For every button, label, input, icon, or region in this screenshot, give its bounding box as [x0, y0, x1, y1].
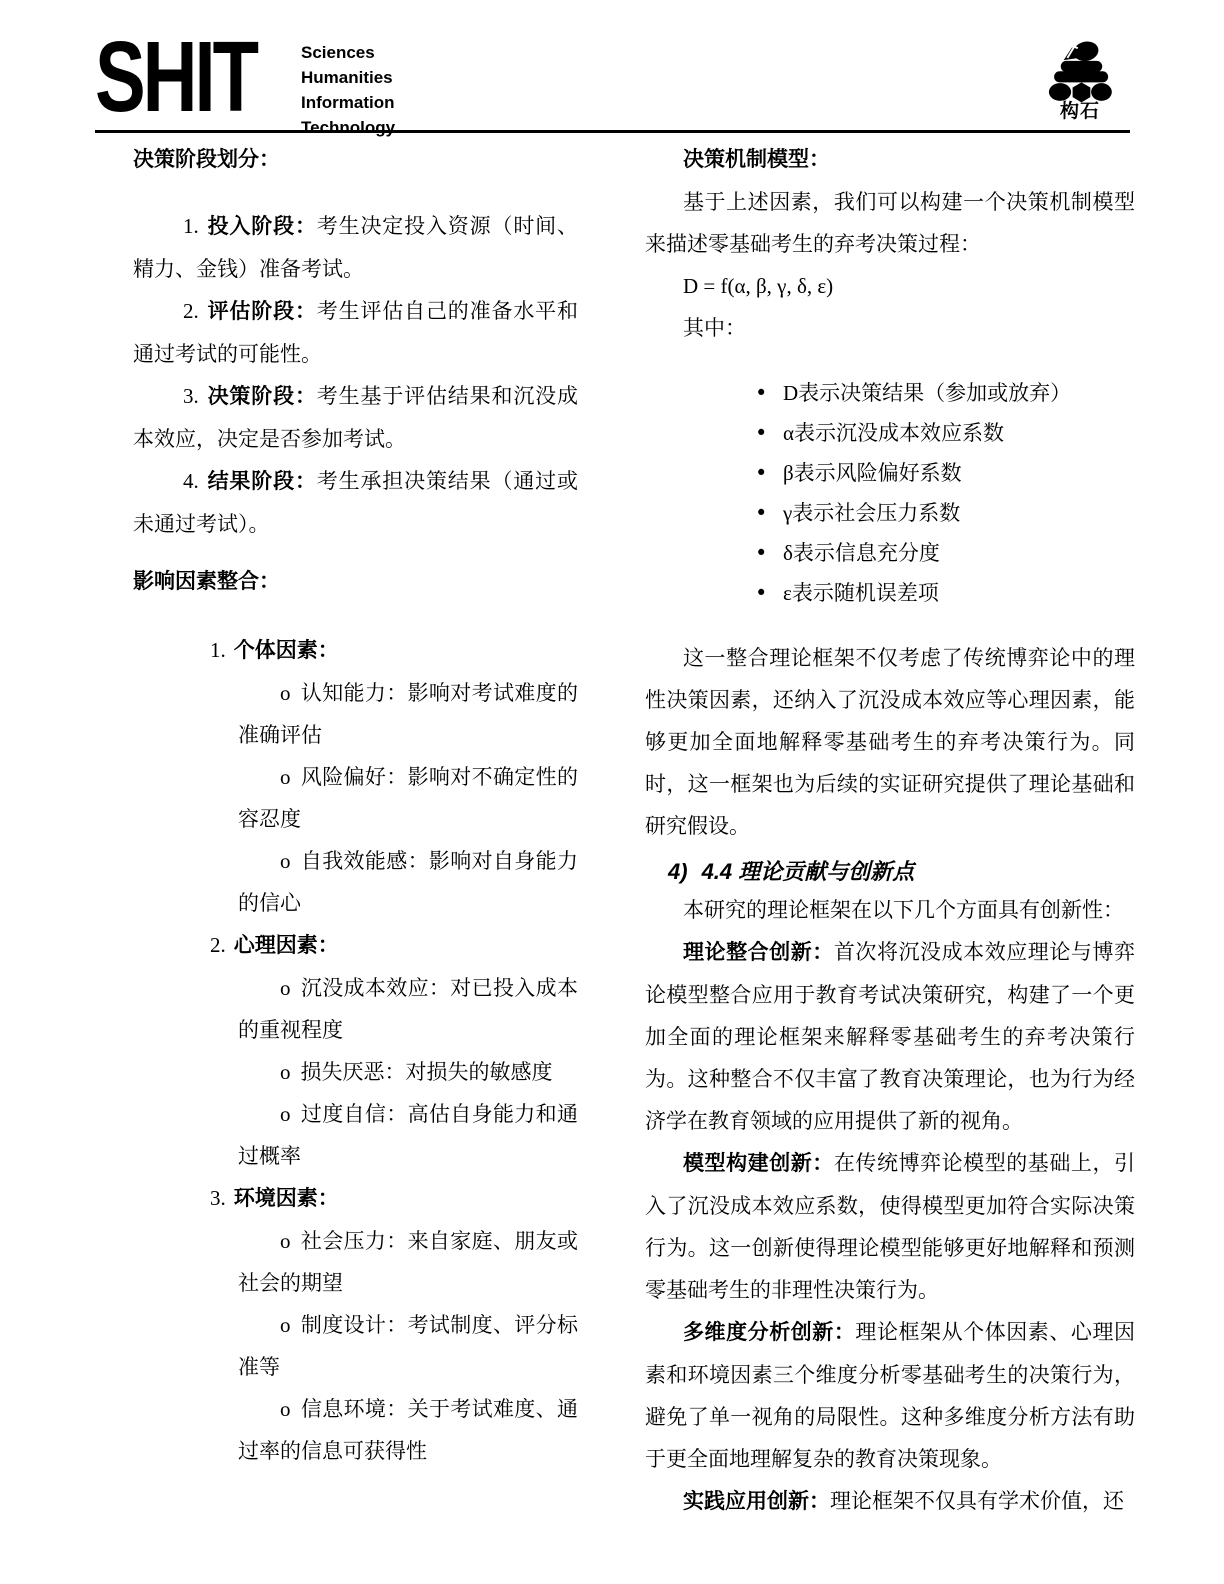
dot-bullet: •	[755, 501, 768, 525]
model-intro-paragraph: 基于上述因素，我们可以构建一个决策机制模型来描述零基础考生的弃考决策过程：	[645, 190, 1135, 256]
dot-bullet: •	[755, 461, 768, 485]
section-intro-paragraph: 本研究的理论框架在以下几个方面具有创新性：	[683, 898, 1124, 922]
factor-subitem-text: 沉没成本效应：对已投入成本的重视程度	[238, 976, 578, 1042]
factor-subitem-text: 社会压力：来自家庭、朋友或社会的期望	[238, 1229, 578, 1295]
circle-bullet: o	[280, 765, 291, 789]
dot-bullet: •	[755, 421, 768, 445]
factor-subitem	[238, 1093, 578, 1177]
stage-item-4	[133, 460, 578, 545]
stage-number: 4.	[183, 469, 199, 493]
bullet-text: β表示风险偏好系数	[783, 461, 962, 485]
circle-bullet: o	[280, 1397, 291, 1421]
logo-subline-sciences: Sciences	[301, 43, 375, 62]
stage-number: 3.	[183, 384, 199, 408]
factor-subitem-text: 风险偏好：影响对不确定性的容忍度	[238, 765, 578, 831]
stage-item-3	[133, 375, 578, 460]
factor-subitem	[238, 967, 578, 1051]
section-number: 4)	[668, 859, 688, 884]
section-title: 4.4 理论贡献与创新点	[701, 859, 915, 884]
rock-pile-icon	[1043, 40, 1117, 104]
factor-subitem	[238, 1220, 578, 1304]
innovation-text: 理论框架从个体因素、心理因素和环境因素三个维度分析零基础考生的决策行为，避免了单一视角的局限性。这种多维度分析方法有助于更全面地理解复杂的教育决策现象。	[645, 1320, 1136, 1471]
logo-subline-technology: Technology	[301, 118, 396, 137]
factor-subitem-text: 过度自信：高估自身能力和通过概率	[238, 1102, 578, 1168]
stage-label: 决策阶段：	[206, 385, 317, 408]
factor-label: 环境因素：	[233, 1187, 339, 1210]
bullet-text: D表示决策结果（参加或放弃）	[783, 381, 1072, 405]
section-heading-4-4	[668, 857, 1135, 887]
stage-label: 投入阶段：	[206, 215, 317, 238]
heading-decision-stages: 决策阶段划分：	[133, 148, 280, 171]
shit-logo-word-wrap	[95, 21, 301, 133]
stage-item-2	[133, 290, 578, 375]
circle-bullet: o	[280, 1229, 291, 1253]
circle-bullet: o	[280, 1102, 291, 1126]
factor-label: 个体因素：	[233, 639, 339, 662]
heading-influence-factors: 影响因素整合：	[133, 570, 280, 593]
bullet-item	[755, 413, 1135, 453]
innovation-paragraph-model	[645, 1142, 1135, 1311]
symbol-bullet-list	[755, 373, 1135, 613]
stage-number: 1.	[183, 214, 199, 238]
factor-group-3	[210, 1177, 578, 1220]
innovation-text: 首次将沉没成本效应理论与博弈论模型整合应用于教育考试决策研究，构建了一个更加全面的理论框架来解释零基础考生的弃考决策行为。这种整合不仅丰富了教育决策理论，也为行为经济学在教育领域的应用提供了新的视角。	[645, 940, 1136, 1133]
bullet-item	[755, 573, 1135, 613]
innovation-label: 理论整合创新：	[683, 941, 834, 964]
right-column	[645, 139, 1135, 1523]
factor-subitem-text: 信息环境：关于考试难度、通过率的信息可获得性	[238, 1397, 578, 1463]
bullet-text: δ表示信息充分度	[783, 541, 940, 565]
factor-subitem-text: 损失厌恶：对损失的敏感度	[300, 1060, 553, 1084]
factor-subitem	[238, 1051, 578, 1093]
dot-bullet: •	[755, 581, 768, 605]
shit-logo-subtitle	[301, 36, 395, 140]
factor-number: 1.	[210, 638, 226, 662]
stage-label: 评估阶段：	[206, 300, 317, 323]
page-header	[0, 0, 1224, 137]
model-formula: D = f(α, β, γ, δ, ε)	[683, 274, 834, 298]
factor-group-1	[210, 629, 578, 672]
innovation-paragraph-practice	[645, 1480, 1135, 1523]
heading-decision-mechanism-model: 决策机制模型：	[683, 148, 830, 171]
stage-text: 考生承担决策结果（通过或未通过考试）。	[133, 469, 579, 536]
stage-label: 结果阶段：	[206, 470, 317, 493]
factor-group-2	[210, 924, 578, 967]
innovation-paragraph-multidimension	[645, 1311, 1135, 1480]
circle-bullet: o	[280, 1313, 291, 1337]
innovation-text: 在传统博弈论模型的基础上，引入了沉没成本效应系数，使得模型更加符合实际决策行为。这一创新使得理论模型能够更好地解释和预测零基础考生的非理性决策行为。	[645, 1151, 1136, 1302]
stage-item-1	[133, 205, 578, 290]
innovation-label: 实践应用创新：	[683, 1490, 830, 1513]
innovation-paragraph-theory	[645, 931, 1135, 1142]
logo-subline-humanities: Humanities	[301, 68, 393, 87]
shit-logo-word: SHIT	[95, 21, 256, 133]
goushi-seal	[1032, 40, 1128, 122]
innovation-label: 多维度分析创新：	[683, 1321, 856, 1344]
circle-bullet: o	[280, 976, 291, 1000]
document-body	[0, 133, 1224, 1523]
factor-subitem-text: 认知能力：影响对考试难度的准确评估	[238, 681, 578, 747]
innovation-label: 模型构建创新：	[683, 1152, 834, 1175]
left-column	[133, 139, 578, 1523]
bullet-item	[755, 373, 1135, 413]
shit-logo	[95, 21, 396, 140]
bullet-text: α表示沉没成本效应系数	[783, 421, 1005, 445]
factor-number: 2.	[210, 933, 226, 957]
factor-subitem	[238, 1304, 578, 1388]
factor-subitem	[238, 672, 578, 756]
seal-label: 构石	[1059, 101, 1100, 122]
factor-subitem-text: 制度设计：考试制度、评分标准等	[238, 1313, 578, 1379]
among-label: 其中：	[683, 316, 746, 340]
dot-bullet: •	[755, 381, 768, 405]
logo-subline-information: Information	[301, 93, 395, 112]
factor-label: 心理因素：	[233, 934, 339, 957]
stage-number: 2.	[183, 299, 199, 323]
factor-subitem	[238, 756, 578, 840]
stage-text: 考生评估自己的准备水平和通过考试的可能性。	[133, 299, 579, 366]
factor-subitem-text: 自我效能感：影响对自身能力的信心	[238, 849, 578, 915]
circle-bullet: o	[280, 1060, 291, 1084]
factor-subitem	[238, 1388, 578, 1472]
bullet-text: γ表示社会压力系数	[783, 501, 961, 525]
innovation-text: 理论框架不仅具有学术价值，还	[830, 1489, 1124, 1513]
bullet-item	[755, 533, 1135, 573]
factor-subitem	[238, 840, 578, 924]
circle-bullet: o	[280, 849, 291, 873]
bullet-item	[755, 493, 1135, 533]
circle-bullet: o	[280, 681, 291, 705]
factor-number: 3.	[210, 1186, 226, 1210]
bullet-text: ε表示随机误差项	[783, 581, 939, 605]
framework-summary-paragraph: 这一整合理论框架不仅考虑了传统博弈论中的理性决策因素，还纳入了沉没成本效应等心理因素，能够更加全面地解释零基础考生的弃考决策行为。同时，这一框架也为后续的实证研究提供了理论基础和研究假设。	[645, 646, 1135, 838]
stage-text: 考生决定投入资源（时间、精力、金钱）准备考试。	[133, 214, 579, 281]
dot-bullet: •	[755, 541, 768, 565]
stage-text: 考生基于评估结果和沉没成本效应，决定是否参加考试。	[133, 384, 579, 451]
bullet-item	[755, 453, 1135, 493]
